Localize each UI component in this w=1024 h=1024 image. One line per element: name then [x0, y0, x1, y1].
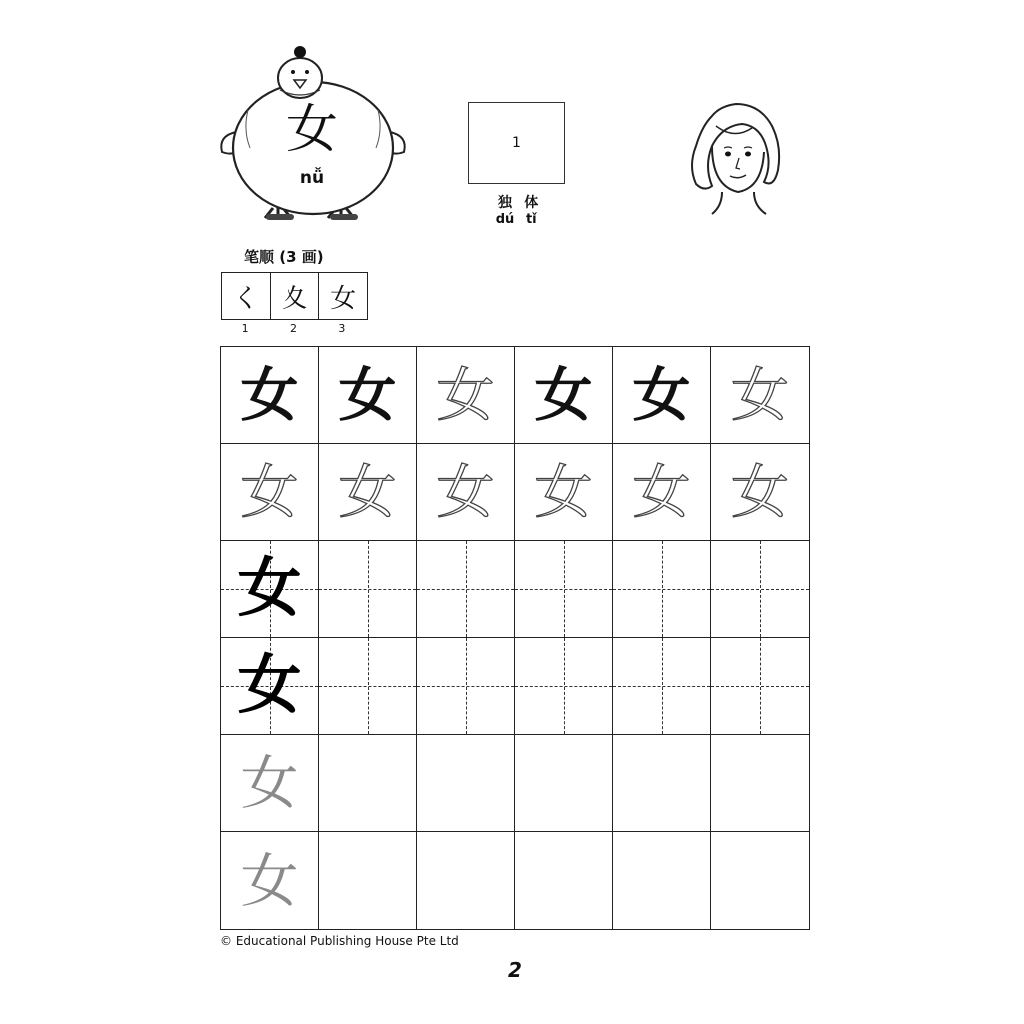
- trace-character: 女: [730, 361, 789, 429]
- practice-cell[interactable]: [613, 735, 711, 832]
- stroke-step-1: く: [222, 273, 271, 319]
- practice-cell[interactable]: [319, 444, 417, 541]
- stroke-order-title: 笔顺 (3 画): [244, 248, 324, 266]
- page-number: 2: [508, 958, 522, 982]
- structure-box: [468, 102, 565, 184]
- trace-character: 女: [534, 361, 593, 429]
- practice-cell[interactable]: [417, 735, 515, 832]
- stroke-step-3: 女: [330, 283, 357, 314]
- practice-cell[interactable]: [711, 444, 809, 541]
- trace-character: 女: [436, 458, 495, 526]
- practice-cell[interactable]: [515, 832, 613, 929]
- practice-cell[interactable]: [221, 638, 319, 735]
- stroke-order-box: [221, 272, 368, 320]
- stroke-numbers: [221, 322, 366, 335]
- guide-line: [711, 686, 809, 687]
- practice-cell[interactable]: [515, 444, 613, 541]
- practice-cell[interactable]: [221, 541, 319, 638]
- trace-character: 女: [730, 458, 789, 526]
- practice-cell[interactable]: [613, 832, 711, 929]
- stroke-number-1: 1: [241, 322, 249, 335]
- practice-cell[interactable]: [515, 541, 613, 638]
- structure-pinyin-1: dú: [495, 212, 515, 227]
- structure-number: 1: [512, 135, 521, 151]
- practice-cell[interactable]: [417, 832, 515, 929]
- stroke-step-2: 夊: [271, 273, 320, 319]
- practice-cell[interactable]: [417, 347, 515, 444]
- structure-char-2: 体: [524, 195, 539, 211]
- model-character: 女: [237, 648, 302, 723]
- guide-line: [417, 686, 514, 687]
- structure-char-1: 独: [498, 195, 512, 211]
- practice-cell[interactable]: [221, 444, 319, 541]
- trace-character: 女: [338, 458, 397, 526]
- trace-character: 女: [632, 361, 691, 429]
- practice-cell[interactable]: [613, 444, 711, 541]
- practice-cell[interactable]: [417, 541, 515, 638]
- practice-cell[interactable]: [613, 347, 711, 444]
- practice-cell[interactable]: [221, 735, 319, 832]
- stroke-number-2: 2: [289, 322, 297, 335]
- guide-line: [417, 589, 514, 590]
- practice-cell[interactable]: [319, 638, 417, 735]
- guide-line: [711, 589, 809, 590]
- practice-cell[interactable]: [711, 541, 809, 638]
- practice-cell[interactable]: [417, 444, 515, 541]
- guide-line: [613, 686, 710, 687]
- practice-grid: [220, 346, 810, 930]
- practice-cell[interactable]: [319, 347, 417, 444]
- guide-line: [319, 686, 416, 687]
- practice-cell[interactable]: [711, 832, 809, 929]
- guide-line: [515, 686, 612, 687]
- practice-cell[interactable]: [515, 638, 613, 735]
- practice-cell[interactable]: [515, 347, 613, 444]
- guide-line: [515, 589, 612, 590]
- practice-cell[interactable]: [319, 832, 417, 929]
- trace-character: 女: [632, 458, 691, 526]
- practice-cell[interactable]: [711, 735, 809, 832]
- practice-cell[interactable]: [221, 832, 319, 929]
- practice-cell[interactable]: [711, 347, 809, 444]
- trace-character: 女: [240, 361, 299, 429]
- practice-cell[interactable]: [221, 347, 319, 444]
- practice-cell[interactable]: [319, 541, 417, 638]
- guide-line: [319, 589, 416, 590]
- trace-character: 女: [534, 458, 593, 526]
- trace-character: 女: [436, 361, 495, 429]
- woman-face-icon: [682, 96, 782, 216]
- practice-cell[interactable]: [613, 638, 711, 735]
- main-character: 女: [285, 100, 338, 160]
- main-pinyin: nǚ: [299, 168, 325, 188]
- structure-label: [468, 192, 566, 227]
- practice-cell[interactable]: [515, 735, 613, 832]
- model-character: 女: [237, 551, 302, 626]
- practice-cell[interactable]: [613, 541, 711, 638]
- practice-cell[interactable]: [417, 638, 515, 735]
- guide-line: [613, 589, 710, 590]
- structure-pinyin-2: tǐ: [525, 212, 537, 227]
- trace-character: 女: [338, 361, 397, 429]
- practice-cell[interactable]: [319, 735, 417, 832]
- practice-cell[interactable]: [711, 638, 809, 735]
- faded-character: 女: [240, 846, 299, 915]
- faded-character: 女: [240, 749, 299, 817]
- trace-character: 女: [240, 458, 299, 526]
- copyright-notice: © Educational Publishing House Pte Ltd: [220, 934, 459, 948]
- stroke-number-3: 3: [338, 322, 346, 335]
